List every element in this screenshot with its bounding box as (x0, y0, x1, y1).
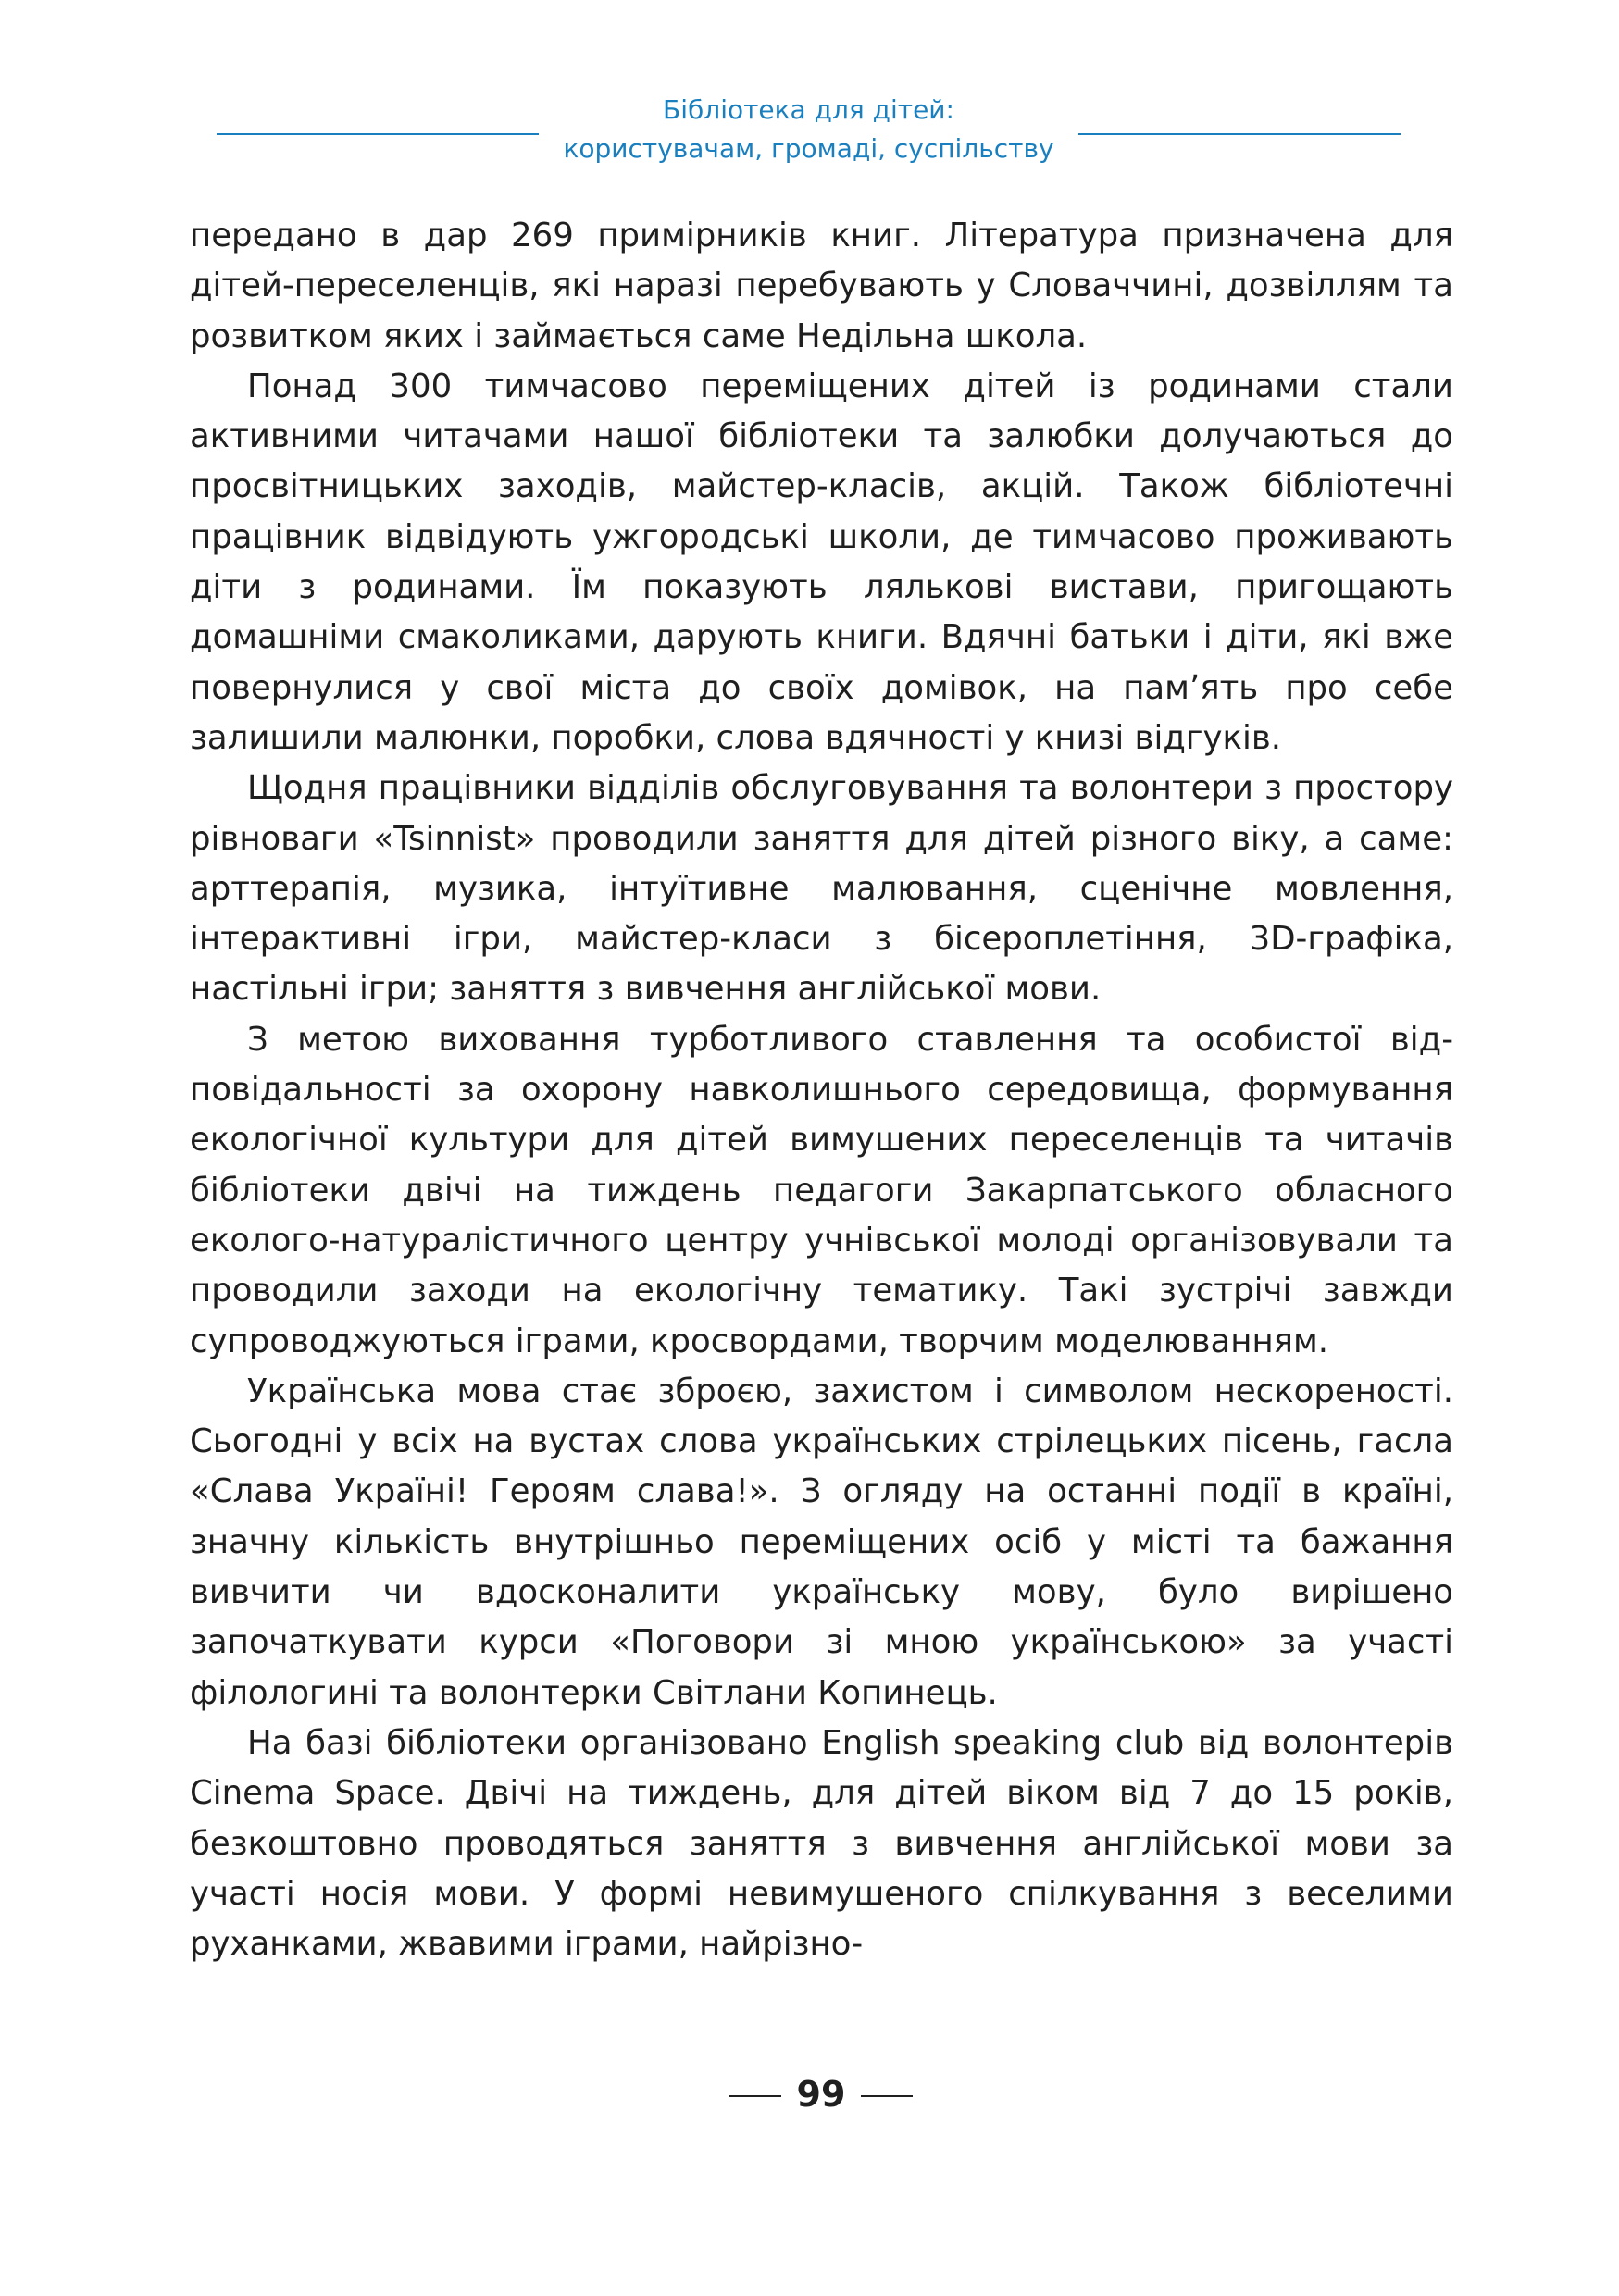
page-number: 99 (796, 2074, 846, 2115)
body-text (190, 211, 1453, 1969)
paragraph-daily-activities: Щодня працівники відділів обслуговування та волонтери з простору рівноваги «Tsinnist» проводили заняття для дітей різного віку, а саме: арттерапія, музика, інтуїтивне малювання, сценічне мовлення, інтерактивні ігри, майстер-класи з бісероплетіння, 3D-графіка, настільні ігри; заняття з вивчення англійської мови. (190, 769, 1453, 1009)
paragraph-continuation: передано в дар 269 примірників книг. Література призначена для дітей-переселенців, які наразі перебувають у Словаччині, дозвіллям та розвитком яких і займається саме Недільна школа. (190, 217, 1453, 355)
running-head-rule-left (217, 133, 539, 135)
running-head-line-2: користувачам, громаді, суспільству (563, 133, 1054, 164)
paragraph-ukrainian-language: Українська мова стає зброєю, захистом і символом нескореності. Сьогодні у всіх на вустах слова українських стрілецьких пісень, гасла «Слава Україні! Героям слава!». З огляду на останні події в країні, значну кількість внутрішньо переміщених осіб у місті та бажання вивчити чи вдосконалити українську мову, було вирішено започаткувати курси «Поговори зі мною українською» за участі філологині та волонтерки Світлани Копинець. (190, 1371, 1453, 1712)
running-head-title (539, 91, 1078, 168)
running-head-rule-right (1078, 133, 1401, 135)
paragraph-ecology: З метою виховання турботливого ставлення та особистої відповідальності за охорону навколишнього середовища, формування екологічної культури для дітей вимушених переселенців та читачів бібліотеки двічі на тиждень педагоги Закарпатського обласного еколого-натуралістичного центру учнівської молоді організовували та проводили заходи на екологічну тематику. Такі зустрічі завжди супроводжуються іграми, кросвордами, творчим моделюванням. (190, 1020, 1453, 1360)
page-footer (0, 2071, 1619, 2117)
paragraph-english-club: На базі бібліотеки організовано English speaking club від волонтерів Cinema Space. Двічі на тиждень, для дітей віком від 7 до 15 років, безкоштовно проводяться заняття з вивчення англійської мови за участі носія мови. У формі невимушеного спілкування з веселими руханками, жвавими іграми, найрізно- (190, 1723, 1453, 1964)
running-head (0, 91, 1619, 174)
running-head-line-1: Бібліотека для дітей: (663, 94, 954, 125)
folio-rule-left (729, 2095, 781, 2097)
paragraph-displaced-children: Понад 300 тимчасово переміщених дітей із родинами стали активними читачами нашої бібліотеки та залюбки долучаються до просвітницьких заходів, майстер-класів, акцій. Також бібліотечні працівник відвідують ужгородські школи, де тимчасово проживають діти з родинами. Їм показують лялькові вистави, пригощають домашніми смаколиками, дарують книги. Вдячні батьки і діти, які вже повернулися у свої міста до своїх домівок, на пам’ять про себе залишили малюнки, поробки, слова вдячності у книзі відгуків. (190, 366, 1453, 757)
folio-rule-right (861, 2095, 913, 2097)
